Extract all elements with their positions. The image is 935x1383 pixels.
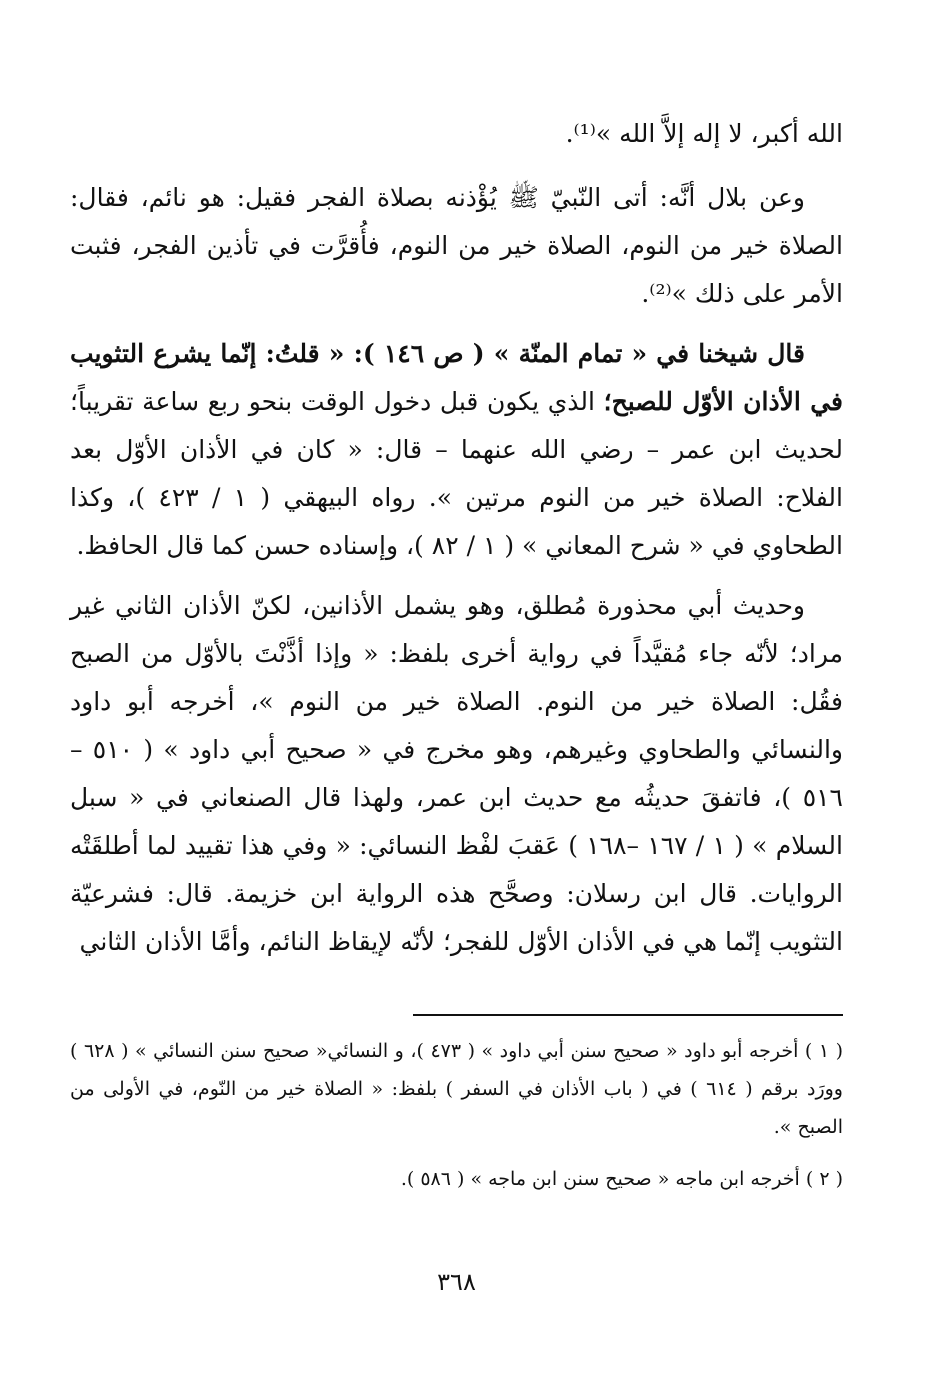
quote-bold-lead: قال شيخنا في « تمام المنّة » ( ص ١٤٦ ): « قلتُ: إنّما يشرع التثويب في الأذان الأوّل للصبح؛ <box>70 339 843 416</box>
paragraph-abu-mahdhura: وحديث أبي محذورة مُطلق، وهو يشمل الأذانين، لكنّ الأذان الثاني غير مراد؛ لأنّه جاء مُقيَّداً في رواية أخرى بلفظ: « وإذا أذَّنْتَ بالأوّل من الصبح فقُل: الصلاة خير من النوم. الصلاة خير من النوم »، أخرجه أبو داود والنسائي والطحاوي وغيرهم، وهو مخرج في « صحيح أبي داود » ( ٥١٠ – ٥١٦ )، فاتفقَ حديثُه مع حديث ابن عمر، ولهذا قال الصنعاني في « سبل السلام » ( ١ / ١٦٧ –١٦٨ ) عَقبَ لفْظ النسائي: « وفي هذا تقييد لما أطلقَتْه الروايات. قال ابن رسلان: وصحَّح هذه الرواية ابن خزيمة. قال: فشرعيّة التثويب إنّما هي في الأذان الأوّل للفجر؛ لأنّه لإيقاظ النائم، وأمَّا الأذان الثاني <box>70 591 843 956</box>
paragraph-bilal-hadith: وعن بلال أنَّه: أتى النّبيّ ﷺ يُؤْذنه بصلاة الفجر فقيل: هو نائم، فقال: الصلاة خير من النوم، الصلاة خير من النوم، فأُقرَّت في تأذين الفجر، فثبت الأمر على ذلك »⁽²⁾. <box>70 183 843 308</box>
footnote-2: ( ٢ ) أخرجه ابن ماجه « صحيح سنن ابن ماجه » ( ٥٨٦ ). <box>400 1168 843 1190</box>
page-number: ٣٦٨ <box>437 1268 476 1296</box>
book-page <box>70 110 843 1323</box>
paragraph-hadith-ending: الله أكبر، لا إله إلاَّ الله »⁽¹⁾. <box>565 119 843 148</box>
footnote-divider <box>413 1014 843 1016</box>
footnote-1: ( ١ ) أخرجه أبو داود « صحيح سنن أبي داود » ( ٤٧٣ )، و النسائي« صحيح سنن النسائي » ( ٦٢٨ ) وورَد برقم ( ٦١٤ ) في ( باب الأذان في السفر ) بلفظ: « الصلاة خير من النّوم، في الأولى من الصبح ». <box>70 1040 844 1138</box>
paragraph-shaykh-quote <box>70 330 843 570</box>
footnotes <box>70 1032 843 1212</box>
quote-continuation: الذي يكون قبل دخول الوقت بنحو ربع ساعة تقريباً؛ لحديث ابن عمر – رضي الله عنهما – قال: « كان في الأذان الأوّل بعد الفلاح: الصلاة خير من النوم مرتين ». رواه البيهقي ( ١ / ٤٢٣ )، وكذا الطحاوي في « شرح المعاني » ( ١ / ٨٢ )، وإسناده حسن كما قال الحافظ. <box>70 387 843 560</box>
